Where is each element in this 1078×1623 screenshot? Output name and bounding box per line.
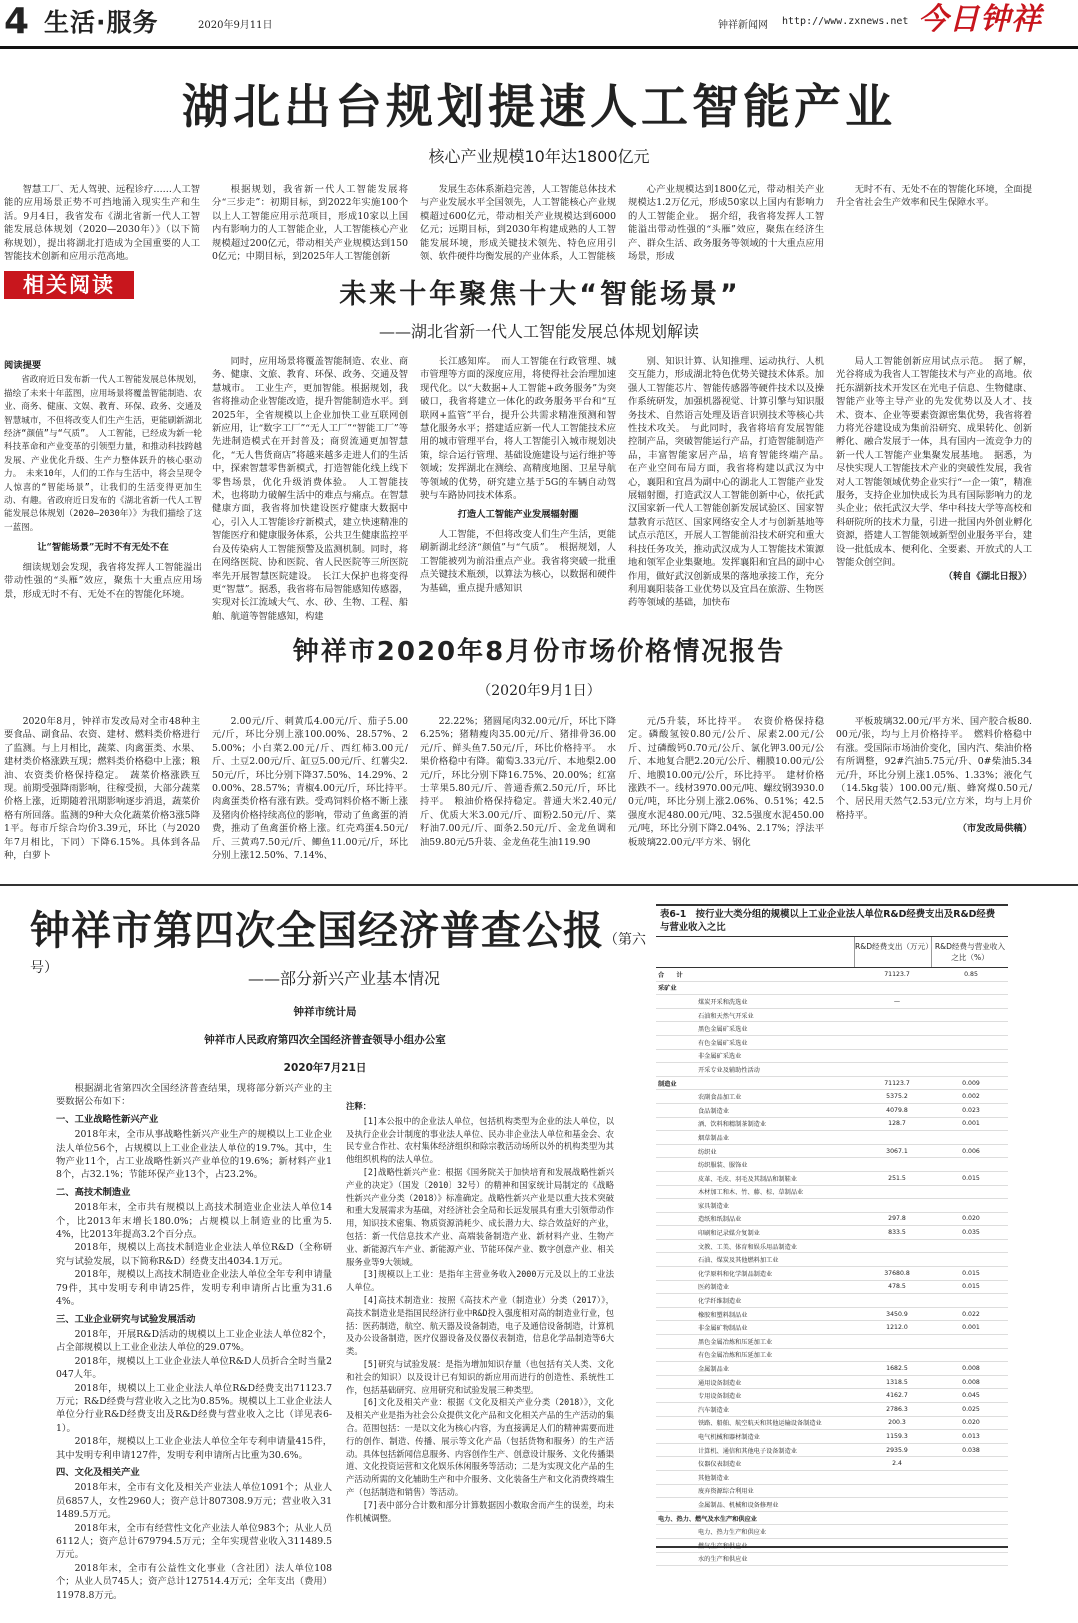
table-cell-value (934, 1525, 1008, 1539)
table-row (656, 1348, 1008, 1362)
article1-col-1: 智慧工厂、无人驾驶、远程诊疗……人工智能的应用场景正势不可挡地涌入现实生产和生活。9月4日，我省发布《湖北省新一代人工智能发展总体规划（2020—2030年）》（以下简称规划），提出将湖北打造成为全国重要的人工智能技术创新和应用示范高地。 (4, 184, 200, 263)
related-col-2: 同时，应用场景将覆盖智能制造、农业、商务、健康、文旅、教育、环保、政务、交通及智慧城市。 工业生产，更加智能。根据规划，我省将推动企业智能改造，提升智能制造水平。到2025年，全省规模以上企业加快工业互联网创新应用，让“数字工厂”“无人工厂”“智能工厂”等先进制造模式在开封普及；商贸流通更加智慧化，“无人售货商店”将越来越多走进人们的生活中，探索智慧零售新模式，打造智能化线上线下零售场景，优化升级消费体验。 人工智能技术，也将助力破解生活中的难点与痛点。在智慧健康方面，我省将加快建设医疗健康大数据中心，引入人工智能诊疗新模式，建立快速精准的智能医疗和健康服务体系，公共卫生健康监控平台及传染病人工智能预警及监测机制。同时，将在网络医院、协和医院、省人民医院等三所医院率先开展智慧医院建设。 长江大保护也将变得更“智慧”。据悉，我省将布局智能感知传感器，实现对长江流域大气、水、砂、生物、工程、船舶、航道等智能感知，构建 (212, 356, 408, 622)
table-row (656, 1253, 1008, 1267)
table-row (656, 1090, 1008, 1104)
section-name: 生活·服务 (44, 8, 159, 37)
table-cell-value (860, 1185, 934, 1199)
table-cell-industry: 石油和天然气开采业 (656, 1008, 860, 1022)
table-cell-value: 0.020 (934, 1416, 1008, 1430)
note-item: [6]文化及相关产业：根据《文化及相关产业分类（2018）》，文化及相关产业是指为社会公众提供文化产品和文化相关产品的生产活动的集合。范围包括：一是以文化为核心内容，为直接满足人们的精神需要而进行的创作、制造、传播、展示等文化产品（包括货物和服务）的生产活动。具体包括新闻信息服务、内容创作生产、创意设计服务、文化传播渠道、文化投资运营和文化娱乐休闲服务等活动；二是为实现文化产品的生产活动所需的文化辅助生产和中介服务、文化装备生产和文化消费终端生产（包括制造和销售）等活动。 (346, 1397, 614, 1497)
table-cell-value (860, 1049, 934, 1063)
table-col-head-1: R&D经费支出（万元） (854, 937, 931, 967)
note-item: [7]表中部分合计数和部分计算数据因小数取舍而产生的误差，均未作机械调整。 (346, 1499, 614, 1523)
editor-summary-title: 阅读提要 (4, 360, 42, 371)
table-row (656, 1158, 1008, 1172)
table-cell-value (860, 1552, 934, 1566)
related-col-5: 局人工智能创新应用试点示范。 据了解，光谷将成为我省人工智能技术与产业的高地。依托东湖新技术开发区在光电子信息、生物健康、智能产业等主导产业的先发优势以及人才、技术、资本、企业等要素资源密集优势，我省将着力将光谷建设成为集前沿研究、成果转化、创新孵化、融合发展于一体，具有国内一流竞争力的新一代人工智能产业集聚发展基地。 据悉，为尽快实现人工智能技术产业的突破性发展，我省对人工智能领域优势企业实行“一企一策”，精准服务，支持企业加快成长为具有国际影响力的龙头企业；依托武汉大学、华中科技大学等高校和科研院所的技术力量，引进一批国内外创业孵化资源，搭建人工智能领域新型创业服务平台，建设一批低成本、便利化、全要素、开放式的人工智能众创空间。 （转自《湖北日报》） (836, 356, 1032, 582)
table-row (656, 968, 1008, 981)
table-cell-industry: 燃气生产和供应业 (656, 1538, 860, 1552)
census-notes (346, 1096, 614, 1550)
table-cell-industry: 非金属矿采选业 (656, 1049, 860, 1063)
price-col-2: 2.00元/斤、刺黄瓜4.00元/斤、茄子5.00元/斤，环比分别上涨100.00%、28.57%、25.00%；小白菜2.00元/斤、西红柿3.00元/斤、土豆2.00元/斤、缸豆5.00元/斤、红薯尖2.50元/斤，环比分别下降37.50%、14.29%、20.00%、28.57%；青椒4.00元/斤，环比持平。 肉禽蛋类价格有涨有跌。受鸡饲料价格不断上涨及猪肉价格持续高位的影响，带动了鱼禽蛋的消费，推动了鱼禽蛋价格上涨。红壳鸡蛋4.50元/斤、三黄鸡7.50元/斤、鲫鱼11.00元/斤，环比分别上涨12.50%、7.14%、 (212, 716, 418, 862)
related-col-3: 长江感知库。 而人工智能在行政管理、城市管理等方面的深度应用，将使得社会治理加速现代化。以“大数据+人工智能+政务服务”为突破口，我省将建立一体化的政务服务平台和“互联网+监管”平台，提升公共需求精准预测和智慧化服务水平；搭建适应新一代人工智能技术应用的城市管理平台，将人工智能引入城市规划决策，综合运行管理、基础设施建设与运行维护等领域；发挥湖北在测绘、高精度地图、卫星导航等领域的优势，研究建立基于5G的车辆自动驾驶与车路协同技术体系。 打造人工智能产业发展辐射圈 人工智能，不但将改变人们生产生活，更能刷新湖北经济“颜值”与“气质”。 根据规划，人工智能被列为前沿重点产业。我省将突破一批重点关键技术瓶颈，以算法为核心，以数据和硬件为基础，重点提升感知识 (420, 356, 616, 594)
table-cell-value (934, 1199, 1008, 1213)
table-cell-industry: 食品制造业 (656, 1103, 860, 1117)
census-paragraph: 2018年，规模以上高技术制造业企业法人单位R&D（全称研究与试验发展，以下简称R&D）经费支出4034.1万元。 (56, 1242, 332, 1267)
table-cell-value: 1318.5 (860, 1375, 934, 1389)
table-cell-value: 0.015 (934, 1171, 1008, 1185)
table-row (656, 1457, 1008, 1471)
note-item: [3]规模以上工业：是指年主营业务收入2000万元及以上的工业法人单位。 (346, 1269, 614, 1293)
article1-headline: 湖北出台规划提速人工智能产业 (182, 80, 896, 135)
table-row (656, 1035, 1008, 1049)
table-row (656, 1403, 1008, 1417)
table-cell-value: 71123.7 (860, 968, 934, 981)
table-cell-industry: 化学原料和化学制品制造业 (656, 1267, 860, 1281)
note-item: [1]本公报中的企业法人单位，包括机构类型为企业的法人单位，以及执行企业会计制度的事业法人单位、民办非企业法人单位和基金会、农民专业合作社、农村集体经济组织和除宗教活动场所以外的机构类型为其他组织机构的法人单位。 (346, 1115, 614, 1165)
table-cell-value: 0.045 (934, 1389, 1008, 1403)
price-source: （市发改局供稿） (957, 823, 1032, 835)
table-cell-industry: 黑色金属矿采选业 (656, 1022, 860, 1036)
table-row (656, 981, 1008, 995)
table-col-head-2: R&D经费与营业收入之比（%） (931, 937, 1008, 967)
census-issue: （第六号） (30, 932, 646, 976)
table-cell-industry: 汽车制造业 (656, 1403, 860, 1417)
table-cell-value (860, 1335, 934, 1349)
table-cell-industry: 金属制品、机械和设备修理业 (656, 1498, 860, 1512)
table-cell-value: 37680.8 (860, 1267, 934, 1281)
census-paragraph: 2018年，规模以上工业企业法人单位R&D人员折合全时当量2047人年。 (56, 1355, 332, 1381)
table-cell-value (934, 995, 1008, 1009)
table-cell-value (934, 1035, 1008, 1049)
related-source: （转自《湖北日报》） (943, 570, 1032, 582)
table-cell-industry: 制造业 (656, 1076, 860, 1090)
related-reading-badge: 相关阅读 (4, 271, 134, 299)
census-body (56, 1082, 332, 1601)
table-cell-industry: 计算机、通信和其他电子设备制造业 (656, 1443, 860, 1457)
table-cell-value: 297.8 (860, 1212, 934, 1226)
table-title: 表6-1 按行业大类分组的规模以上工业企业法人单位R&D经费支出及R&D经费与营业收入之比 (656, 906, 1008, 937)
article1-subhead: 核心产业规模10年达1800亿元 (428, 147, 650, 166)
table-cell-industry: 橡胶和塑料制品业 (656, 1307, 860, 1321)
article1-col-2: 根据规划，我省新一代人工智能发展将分“三步走”：初期目标，到2022年实施100个以上人工智能应用示范项目，形成10家以上国内有影响力的人工智能企业，人工智能核心产业规模超过200亿元，带动相关产业规模达到1500亿元；中期目标，到2025年人工智能创新 (212, 184, 408, 263)
table-cell-value (934, 1511, 1008, 1525)
table-cell-value (934, 1294, 1008, 1308)
table-cell-value: 4162.7 (860, 1389, 934, 1403)
table-cell-value: 3067.1 (860, 1144, 934, 1158)
table-row (656, 1212, 1008, 1226)
table-cell-value: 478.5 (860, 1280, 934, 1294)
table-cell-value: 71123.7 (860, 1076, 934, 1090)
table-row (656, 1484, 1008, 1498)
table-cell-value: 1212.0 (860, 1321, 934, 1335)
table-row (656, 1443, 1008, 1457)
census-paragraph: 2018年，规模以上高技术制造业企业法人单位全年专利申请量79件，其中发明专利申请25件，发明专利申请所占比重为31.64%。 (56, 1269, 332, 1308)
table-row (656, 1185, 1008, 1199)
header-rule (0, 46, 1078, 49)
price-date: （2020年9月1日） (477, 683, 601, 699)
table-cell-industry: 石油、煤炭及其他燃料加工业 (656, 1253, 860, 1267)
table-cell-value (860, 1470, 934, 1484)
table-cell-industry: 印刷和记录媒介复制业 (656, 1226, 860, 1240)
table-cell-industry: 专用设备制造业 (656, 1389, 860, 1403)
table-row (656, 1525, 1008, 1539)
note-item: [5]研究与试验发展：是指为增加知识存量（也包括有关人类、文化和社会的知识）以及设计已有知识的新应用而进行的创造性、系统性工作，包括基础研究、应用研究和试验发展三种类型。 (346, 1358, 614, 1395)
related-col-4: 别、知识计算、认知推理、运动执行、人机交互能力，形成湖北特色优势关键技术体系。加强人工智能芯片、智能传感器等硬件技术以及操作系统研发，加强机器视觉、计算引擎与知识服务技术、自然语言处理及语音识别技术等核心共性技术攻关。 与此同时，我省将培育发展智能控制产品，突破智能运行产品，打造智能制造产品，丰富智能家居产品，培育智能终端产品。 在产业空间布局方面，我省将构建以武汉为中心，襄阳和宜昌为副中心的湖北人工智能产业发展辐射圈，打造武汉人工智能创新中心，依托武汉国家新一代人工智能创新发展试验区、国家智慧教育示范区、国家网络安全人才与创新基地等试点示范区，开展人工智能前沿技术研究和重大科技任务攻关，推动武汉成为人工智能技术策源地和领军企业集聚地。发挥襄阳和宜昌的副中心作用，做好武汉创新成果的落地承接工作，充分利用襄阳装备工业优势以及宜昌在旅游、生物医药等领域的基础，加快布 (628, 356, 834, 609)
census-subhead: ——部分新兴产业基本情况 (248, 969, 441, 988)
table-cell-industry: 化学纤维制造业 (656, 1294, 860, 1308)
table-cell-industry: 有色金属矿采选业 (656, 1035, 860, 1049)
table-cell-value: 0.001 (934, 1321, 1008, 1335)
census-paragraph: 2018年末，全市从事战略性新兴产业生产的规模以上工业企业法人单位56个，占规模以上工业企业法人单位的19.7%。其中，生物产业11个，占工业战略性新兴产业单位的19.6%；新材料产业18个，占32.1%；节能环保产业13个，占23.2%。 (56, 1129, 332, 1181)
table-cell-value (934, 1457, 1008, 1471)
table-cell-value: 3450.9 (860, 1307, 934, 1321)
table-cell-value (860, 1253, 934, 1267)
table-cell-value: 0.022 (934, 1307, 1008, 1321)
table-cell-value (934, 1348, 1008, 1362)
census-paragraph: 2018年，规模以上工业企业法人单位R&D经费支出71123.7万元；R&D经费与营业收入之比为0.85%。规模以上工业企业法人单位分行业R&D经费支出及R&D经费与营业收入之比（详见表6-1）。 (56, 1382, 332, 1434)
census-org-1: 钟祥市统计局 (293, 1006, 357, 1018)
table-cell-value (860, 1484, 934, 1498)
table-cell-value (934, 1552, 1008, 1566)
table-row (656, 1063, 1008, 1077)
table-cell-value: 833.5 (860, 1226, 934, 1240)
note-item: [4]高技术制造业：按照《高技术产业（制造业）分类（2017）》，高技术制造业是指国民经济行业中R&D投入强度相对高的制造业行业，包括：医药制造，航空、航天器及设备制造，电子及通信设备制造，计算机及办公设备制造，医疗仪器设备及仪器仪表制造，信息化学品制造等6大类。 (346, 1294, 614, 1357)
table-cell-value (934, 1484, 1008, 1498)
table-cell-industry: 电气机械和器材制造业 (656, 1430, 860, 1444)
table-row (656, 1430, 1008, 1444)
related-subhead: ——湖北省新一代人工智能发展总体规划解读 (378, 322, 699, 341)
table-row (656, 1239, 1008, 1253)
table-cell-industry: 其他制造业 (656, 1470, 860, 1484)
article1-col-5: 无时不有、无处不在的智能化环境，全面提升全省社会生产效率和民生保障水平。 (836, 184, 1032, 209)
table-row (656, 1267, 1008, 1281)
price-col-3: 22.22%；猪圆尾肉32.00元/斤，环比下降6.25%；猪精瘦肉35.00元/斤、猪排骨36.00元/斤、鲜头鱼7.50元/斤，环比价格持平。 水果价格稳中有降。葡萄3.33元/斤、本地梨2.00元/斤，环比分别下降16.75%、20.00%；红富士苹果5.80元/斤、普通香蕉2.50元/斤，环比持平。 粮油价格保持稳定。普通大米2.40元/斤、优质大米3.00元/斤、面粉2.50元/斤、菜籽油7.00元/斤、面条2.50元/斤、金龙鱼调和油59.80元/5升装、金龙鱼花生油119.90 (420, 716, 616, 848)
table-cell-value (934, 1022, 1008, 1036)
census-section-heading: 三、工业企业研究与试验发展活动 (56, 1313, 196, 1325)
table-cell-value (860, 1239, 934, 1253)
census-section-heading: 二、高技术制造业 (56, 1186, 131, 1198)
newspaper-logo: 今日钟祥 (918, 2, 1042, 37)
census-paragraph: 2018年，开展R&D活动的规模以上工业企业法人单位82个，占全部规模以上工业企业法人单位的29.07%。 (56, 1328, 332, 1354)
table-cell-value: 0.008 (934, 1375, 1008, 1389)
table-cell-value (860, 981, 934, 995)
table-cell-value: 2786.3 (860, 1403, 934, 1417)
notes-title: 注释： (346, 1101, 372, 1111)
table-row (656, 1498, 1008, 1512)
census-paragraph: 2018年末，全市共有规模以上高技术制造业企业法人单位14个，比2013年末增长180.0%；占规模以上制造业的比重为5.4%，比2013年提高3.2个百分点。 (56, 1202, 332, 1241)
table-row (656, 995, 1008, 1009)
table-row (656, 1470, 1008, 1484)
table-row (656, 1117, 1008, 1131)
census-paragraph: 2018年末，全市有文化及相关产业法人单位1091个；从业人员6857人，女性2960人；资产总计807308.9万元；营业收入311489.5万元。 (56, 1482, 332, 1521)
table-row (656, 1389, 1008, 1403)
price-headline: 钟祥市2020年8月份市场价格情况报告 (292, 637, 786, 667)
census-date: 2020年7月21日 (283, 1062, 367, 1074)
table-row (656, 1307, 1008, 1321)
article1-col-4: 心产业规模达到1800亿元，带动相关产业规模达1.2万亿元，形成50家以上国内有影响力的人工智能企业。 据介绍，我省将发挥人工智能溢出带动性强的“头雁”效应，聚焦在经济生产、群众生活、政务服务等领域的十大重点应用场景，形成 (628, 184, 824, 263)
page-number: 4 (4, 1, 30, 42)
table-row (656, 1226, 1008, 1240)
editor-summary: 省政府近日发布新一代人工智能发展总体规划，描绘了未来十年蓝图，应用场景将覆盖智能制造、农业、商务、健康、文娱、教育、环保、政务、交通及智慧城市，不但将改变人们生产生活，更能刷新湖北经济“颜值”与“气质”。 人工智能，已经成为新一轮科技革命和产业变革的引领型力量，和推动科技跨越发展、产业优化升级、生产力整体跃升的核心驱动力。 未来10年，人们的工作与生活中，将会呈现令人惊喜的“智能场景”，让我们的生活变得更加生动、有趣。省政府近日发布的《湖北省新一代人工智能发展总体规划（2020—2030年）》为我们描绘了这一蓝图。 (4, 375, 202, 533)
table-cell-industry: 水的生产和供应业 (656, 1552, 860, 1566)
table-cell-industry: 金属制品业 (656, 1362, 860, 1376)
table-cell-industry: 煤炭开采和洗选业 (656, 995, 860, 1009)
table-cell-value (934, 1063, 1008, 1077)
table-cell-industry: 有色金属冶炼和压延加工业 (656, 1348, 860, 1362)
table-cell-industry: 木材加工和木、竹、藤、棕、草制品业 (656, 1185, 860, 1199)
census-headline-row (30, 905, 650, 976)
table-cell-value (860, 1158, 934, 1172)
table-header (656, 937, 1008, 968)
table-row (656, 1362, 1008, 1376)
table-cell-value (860, 1022, 934, 1036)
table-cell-value (934, 1131, 1008, 1145)
table-row (656, 1552, 1008, 1566)
table-cell-industry: 农副食品加工业 (656, 1090, 860, 1104)
table-row (656, 1144, 1008, 1158)
table-cell-value: 5375.2 (860, 1090, 934, 1104)
table-cell-industry: 合 计 (656, 968, 860, 981)
table-cell-value (934, 1008, 1008, 1022)
table-cell-industry: 皮革、毛皮、羽毛及其制品和制鞋业 (656, 1171, 860, 1185)
table-row (656, 1131, 1008, 1145)
table-cell-industry: 非金属矿物制品业 (656, 1321, 860, 1335)
table-cell-value (860, 1538, 934, 1552)
table-cell-value: — (860, 995, 934, 1009)
table-cell-value (934, 1498, 1008, 1512)
table-cell-value (934, 1239, 1008, 1253)
table-cell-industry: 废弃资源综合利用业 (656, 1484, 860, 1498)
table-row (656, 1008, 1008, 1022)
table-cell-value (860, 1035, 934, 1049)
census-section-heading: 四、文化及相关产业 (56, 1466, 140, 1478)
census-headline: 钟祥市第四次全国经济普查公报 (30, 908, 604, 954)
related-subheading-1: 让“智能场景”无时不有无处不在 (37, 542, 169, 554)
table-cell-value (934, 1253, 1008, 1267)
table-cell-value (934, 1335, 1008, 1349)
census-section-heading: 一、工业战略性新兴产业 (56, 1113, 159, 1125)
table-cell-value: 0.025 (934, 1403, 1008, 1417)
table-cell-industry: 文教、工美、体育和娱乐用品制造业 (656, 1239, 860, 1253)
table-row (656, 1321, 1008, 1335)
table-cell-industry: 铁路、船舶、航空航天和其他运输设备制造业 (656, 1416, 860, 1430)
masthead (0, 0, 1078, 46)
census-paragraph: 2018年，规模以上工业企业法人单位全年专利申请量415件，其中发明专利申请127件，发明专利申请所占比重为30.6%。 (56, 1436, 332, 1461)
table-row (656, 1511, 1008, 1525)
section-divider (0, 884, 1078, 886)
table-cell-value: 1159.3 (860, 1430, 934, 1444)
table-row (656, 1076, 1008, 1090)
table-cell-value: 1682.5 (860, 1362, 934, 1376)
table-cell-value: 0.009 (934, 1076, 1008, 1090)
census-table (656, 904, 1008, 1564)
table-cell-value (934, 1049, 1008, 1063)
site-url[interactable]: http://www.zxnews.net (782, 16, 909, 27)
table-cell-value (860, 1131, 934, 1145)
table-row (656, 1280, 1008, 1294)
note-item: [2]战略性新兴产业：根据《国务院关于加快培育和发展战略性新兴产业的决定》（国发〔2010〕32号）的精神和国家统计局制定的《战略性新兴产业分类（2018）》标准确定。战略性新兴产业是以重大技术突破和重大发展需求为基础，对经济社会全局和长远发展具有重大引领带动作用，知识技术密集、物质资源消耗少、成长潜力大、综合效益好的产业，包括：新一代信息技术产业、高端装备制造产业、新材料产业、生物产业、新能源汽车产业、新能源产业、节能环保产业、数字创意产业、相关服务业等9大领域。 (346, 1166, 614, 1267)
table-row (656, 1199, 1008, 1213)
table-cell-value: 0.015 (934, 1280, 1008, 1294)
table-cell-value: 2935.9 (860, 1443, 934, 1457)
table-cell-value: 0.85 (934, 968, 1008, 981)
table-cell-value: 251.5 (860, 1171, 934, 1185)
issue-date: 2020年9月11日 (198, 20, 273, 31)
table-row (656, 1375, 1008, 1389)
article1-col-3: 发展生态体系渐趋完善，人工智能总体技术与产业发展水平全国领先，人工智能核心产业规模超过600亿元，带动相关产业规模达到6000亿元；远期目标，到2030年构建成熟的人工智能发展环境，形成关键技术领先、特色应用引领、软件硬件均衡发展的产业体系，人工智能核 (420, 184, 616, 263)
table-cell-industry: 仪器仪表制造业 (656, 1457, 860, 1471)
table-cell-industry: 电力、热力、燃气及水生产和供应业 (656, 1511, 860, 1525)
table-cell-industry: 黑色金属冶炼和压延加工业 (656, 1335, 860, 1349)
table-cell-value: 200.3 (860, 1416, 934, 1430)
table-cell-value: 0.020 (934, 1212, 1008, 1226)
table-cell-industry: 纺织业 (656, 1144, 860, 1158)
census-paragraph: 2018年末，全市有经营性文化产业法人单位983个；从业人员6112人；资产总计679794.5万元；全年实现营业收入311489.5万元。 (56, 1522, 332, 1561)
table-cell-value (860, 1294, 934, 1308)
table-cell-industry: 通用设备制造业 (656, 1375, 860, 1389)
table-cell-value (934, 981, 1008, 995)
table-cell-value: 128.7 (860, 1117, 934, 1131)
table-cell-value: 0.006 (934, 1144, 1008, 1158)
table-cell-value (934, 1538, 1008, 1552)
table-cell-industry: 纺织服装、服饰业 (656, 1158, 860, 1172)
table-cell-value (860, 1525, 934, 1539)
table-body (656, 968, 1008, 1566)
table-cell-industry: 家具制造业 (656, 1199, 860, 1213)
table-cell-industry: 造纸和纸制品业 (656, 1212, 860, 1226)
table-cell-value (860, 1063, 934, 1077)
table-cell-industry: 电力、热力生产和供应业 (656, 1525, 860, 1539)
table-cell-industry: 开采专业及辅助性活动 (656, 1063, 860, 1077)
table-row (656, 1171, 1008, 1185)
table-cell-value (860, 1008, 934, 1022)
table-cell-value (934, 1158, 1008, 1172)
price-col-5: 平板玻璃32.00元/平方米、国产胶合板80.00元/张，均与上月价格持平。 燃料价格稳中有涨。受国际市场油价变化，国内汽、柴油价格有所调整，92#汽油5.75元/升、0#柴油5.34元/升，环比分别上涨1.05%、1.33%；液化气（14.5kg装）100.00元/瓶、蜂窝煤0.50元/个、居民用天然气2.53元/立方米，均与上月价格持平。 （市发改局供稿） (836, 716, 1032, 835)
table-cell-industry: 医药制造业 (656, 1280, 860, 1294)
table-cell-value: 4079.8 (860, 1103, 934, 1117)
table-cell-industry: 烟草制品业 (656, 1131, 860, 1145)
related-subheading-2: 打造人工智能产业发展辐射圈 (457, 509, 579, 521)
site-name: 钟祥新闻网 (718, 20, 768, 31)
table-row (656, 1103, 1008, 1117)
table-cell-value (934, 1185, 1008, 1199)
price-col-1: 2020年8月，钟祥市发改局对全市48种主要食品、副食品、农资、建材、燃料类价格进行了监测。与上月相比，蔬菜、肉禽蛋类、水果、建材类价格涨跌互现；燃料类价格稳中上涨；粮油、农资类价格保持稳定。 蔬菜价格涨跌互现。前期受强降雨影响，往稼受损，大部分蔬菜价格上涨，近期随着汛期影响逐步消退，蔬菜价格有所回落。监测的9种大众化蔬菜价格3涨5降1平。每市斤综合均价3.39元，环比（与2020年7月相比，下同）下降6.15%。具体到各品种，白萝卜 (4, 716, 200, 862)
related-headline: 未来十年聚焦十大“智能场景” (339, 279, 741, 310)
table-cell-industry: 采矿业 (656, 981, 860, 995)
price-col-4: 元/5升装，环比持平。 农资价格保持稳定。磷酸氢铵0.80元/公斤、尿素2.00元/公斤、过磷酸钙0.70元/公斤、氯化钾3.00元/公斤、本地复合肥2.20元/公斤、棚膜10.00元/公斤、地膜10.00元/公斤，环比持平。 建材价格涨跌不一。线材3970.00元/吨、螺纹钢3930.00元/吨，环比分别上涨2.06%、0.51%；42.5强度水泥480.00元/吨、32.5强度水泥450.00元/吨，环比分别下降2.04%、2.17%；浮法平板玻璃22.00元/平方米、钢化 (628, 716, 824, 848)
table-row (656, 1294, 1008, 1308)
table-row (656, 1022, 1008, 1036)
table-cell-value: 0.023 (934, 1103, 1008, 1117)
table-row (656, 1416, 1008, 1430)
table-cell-value: 0.035 (934, 1226, 1008, 1240)
census-org-2: 钟祥市人民政府第四次全国经济普查领导小组办公室 (204, 1034, 446, 1046)
census-paragraph: 根据湖北省第四次全国经济普查结果，现将部分新兴产业的主要数据公布如下： (56, 1083, 332, 1108)
table-cell-value (860, 1511, 934, 1525)
table-cell-value (860, 1199, 934, 1213)
census-paragraph: 2018年末，全市有公益性文化事业（含社团）法人单位108个；从业人员745人；资产总计127514.4万元；全年支出（费用）11978.8万元。 (56, 1562, 332, 1601)
table-cell-value: 0.015 (934, 1267, 1008, 1281)
table-cell-value: 2.4 (860, 1457, 934, 1471)
table-row (656, 1049, 1008, 1063)
table-cell-value (934, 1470, 1008, 1484)
table-cell-value (860, 1348, 934, 1362)
table-cell-industry: 酒、饮料和精制茶制造业 (656, 1117, 860, 1131)
table-cell-value: 0.038 (934, 1443, 1008, 1457)
table-cell-value: 0.013 (934, 1430, 1008, 1444)
table-cell-value: 0.008 (934, 1362, 1008, 1376)
table-row (656, 1335, 1008, 1349)
table-row (656, 1538, 1008, 1552)
table-cell-value (860, 1498, 934, 1512)
table-cell-value: 0.002 (934, 1090, 1008, 1104)
related-col-1: 阅读提要 省政府近日发布新一代人工智能发展总体规划，描绘了未来十年蓝图，应用场景将覆盖智能制造、农业、商务、健康、文娱、教育、环保、政务、交通及智慧城市，不但将改变人们生产生活，更能刷新湖北经济“颜值”与“气质”。 人工智能，已经成为新一轮科技革命和产业变革的引领型力量，和推动科技跨越发展、产业优化升级、生产力整体跃升的核心驱动力。 未来10年，人们的工作与生活中，将会呈现令人惊喜的“智能场景”，让我们的生活变得更加生动、有趣。省政府近日发布的《湖北省新一代人工智能发展总体规划（2020—2030年）》为我们描绘了这一蓝图。 让“智能场景”无时不有无处不在 细读规划会发现，我省将发挥人工智能溢出带动性强的“头雁”效应，聚焦十大重点应用场景，形成无时不有、无处不在的智能化环境。 (4, 360, 202, 600)
table-cell-value: 0.001 (934, 1117, 1008, 1131)
